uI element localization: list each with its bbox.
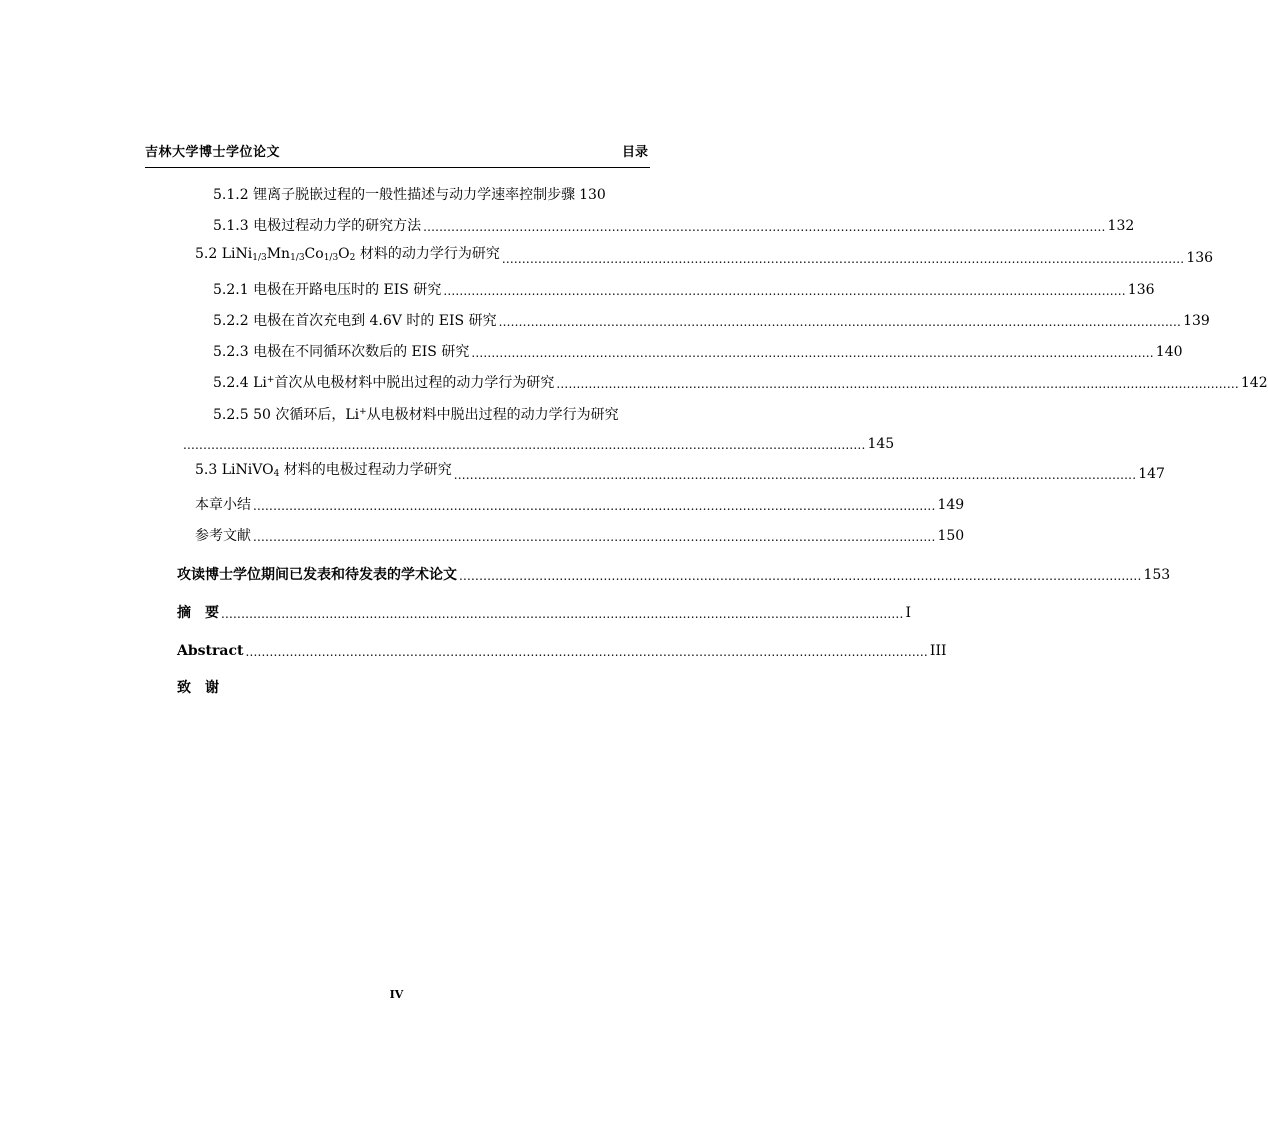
toc-leader-dots: ..........................................................................................................................................................................	[423, 220, 1106, 234]
toc-entry[interactable]	[213, 214, 1135, 236]
toc-leader-dots: ..........................................................................................................................................................................	[245, 645, 928, 659]
toc-entry-title: 5.2.1 电极在开路电压时的 EIS 研究	[213, 282, 442, 298]
toc-title-part: 材料的动力学行为研究	[355, 246, 500, 262]
toc-entry[interactable]	[195, 462, 1165, 484]
toc-leader-dots: ..........................................................................................................................................................................	[253, 499, 936, 513]
toc-entry-page: 145	[867, 436, 895, 452]
superscript: +	[359, 407, 367, 417]
toc-entry-title: 参考文献	[195, 528, 251, 544]
toc-entry-title: 5.2.2 电极在首次充电到 4.6V 时的 EIS 研究	[213, 313, 497, 329]
toc-leader-dots: ..........................................................................................................................................................................	[498, 315, 1182, 329]
toc-entry-title: 攻读博士学位期间已发表和待发表的学术论文	[177, 567, 457, 583]
toc-entry-continuation[interactable]	[183, 432, 895, 454]
header-rule	[145, 167, 650, 168]
header-title: 吉林大学博士学位论文	[145, 145, 281, 160]
toc-entry-title: 本章小结	[195, 497, 251, 513]
toc-entry[interactable]	[177, 601, 911, 623]
toc-entry-page: 136	[1186, 250, 1214, 266]
toc-leader-dots: ..........................................................................................................................................................................	[253, 530, 936, 544]
toc-entry-title: 摘 要	[177, 605, 219, 621]
toc-entry-page: 147	[1138, 466, 1165, 482]
superscript: +	[266, 375, 275, 385]
toc-entry[interactable]	[213, 340, 1183, 362]
toc-leader-dots: ..........................................................................................................................................................................	[501, 252, 1185, 266]
toc-leader-dots: ..........................................................................................................................................................................	[453, 468, 1137, 482]
toc-title-part: 5.2.5 50 次循环后，Li	[213, 407, 360, 423]
toc-entry-page: 150	[937, 528, 965, 544]
toc-title-part: 从电极材料中脱出过程的动力学行为研究	[366, 407, 619, 423]
toc-title-part: Mn	[266, 246, 291, 262]
subscript: 1/3	[290, 253, 305, 263]
toc-entry-page: 140	[1155, 344, 1183, 360]
toc-entry[interactable]	[195, 246, 1214, 268]
toc-leader-dots: ..........................................................................................................................................................................	[443, 284, 1126, 298]
subscript: 1/3	[323, 253, 339, 263]
subscript: 1/3	[252, 253, 267, 263]
header-section: 目录	[621, 145, 648, 160]
toc-entry-title	[195, 244, 500, 268]
toc-entry-page: 153	[1143, 567, 1171, 583]
toc-entry-title: 5.1.2 锂离子脱嵌过程的一般性描述与动力学速率控制步骤	[213, 187, 576, 203]
toc-entry-title: Abstract	[177, 643, 244, 659]
toc-title-part: 5.2 LiNi	[195, 246, 253, 262]
toc-leader-dots: ..........................................................................................................................................................................	[556, 377, 1239, 391]
toc-title-part: 材料的电极过程动力学研究	[279, 462, 452, 478]
toc-leader-dots: ..........................................................................................................................................................................	[221, 607, 904, 621]
toc-entry-title	[213, 370, 554, 393]
toc-title-part: 5.2.4 Li	[213, 375, 267, 391]
toc-entry[interactable]	[195, 493, 965, 515]
toc-entry[interactable]	[213, 183, 650, 205]
toc-entry[interactable]	[177, 563, 1171, 585]
toc-entry[interactable]	[213, 278, 1155, 300]
toc-entry[interactable]	[195, 524, 965, 546]
toc-entry-page: 130	[579, 187, 606, 203]
subscript: 4	[273, 469, 280, 479]
toc-entry-title: 5.2.3 电极在不同循环次数后的 EIS 研究	[213, 344, 470, 360]
toc-entry-page: 139	[1183, 313, 1210, 329]
toc-entry-page: 136	[1127, 282, 1155, 298]
toc-entry-page: III	[929, 643, 947, 659]
toc-leader-dots: ..........................................................................................................................................................................	[459, 569, 1142, 583]
toc-title-part: 5.3 LiNiVO	[195, 462, 274, 478]
toc-entry[interactable]	[213, 371, 1268, 393]
toc-entry-acknowledgement[interactable]: 致 谢	[177, 680, 219, 696]
toc-title-part: O	[338, 246, 350, 262]
toc-entry[interactable]	[213, 309, 1210, 331]
toc-entry-title	[195, 460, 452, 484]
toc-entry-page: I	[905, 605, 911, 621]
subscript: 2	[349, 253, 356, 263]
toc-entry-title-wrapped[interactable]	[213, 402, 650, 425]
toc-title-part: 首次从电极材料中脱出过程的动力学行为研究	[274, 375, 555, 391]
toc-entry[interactable]	[177, 639, 947, 661]
toc-entry-page: 142	[1240, 375, 1268, 391]
toc-entry-page: 149	[937, 497, 965, 513]
toc-entry-page: 132	[1107, 218, 1135, 234]
page-number: IV	[389, 988, 404, 1001]
toc-title-part: Co	[304, 246, 324, 262]
toc-entry-title: 5.1.3 电极过程动力学的研究方法	[213, 218, 422, 234]
toc-leader-dots: ..........................................................................................................................................................................	[471, 346, 1154, 360]
toc-leader-dots: ..........................................................................................................................................................................	[183, 438, 866, 452]
